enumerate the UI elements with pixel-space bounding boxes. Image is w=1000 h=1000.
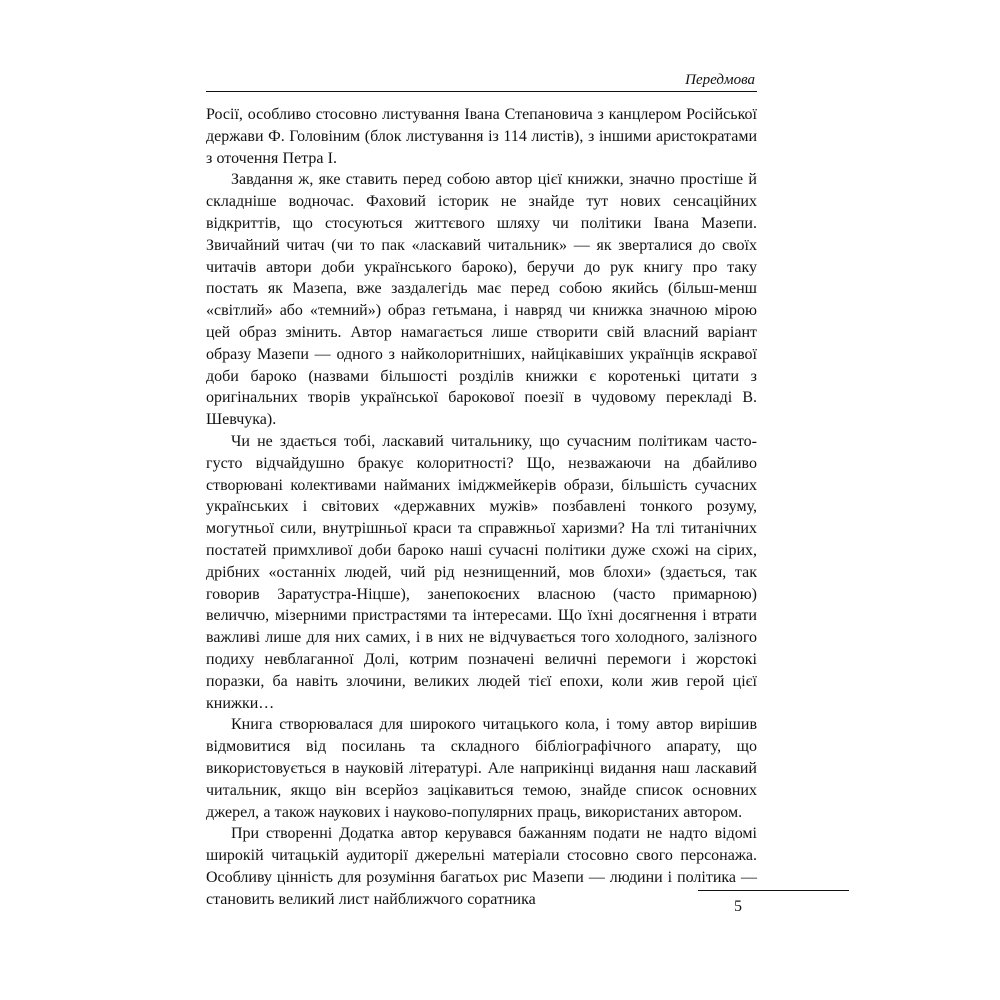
- paragraph-5: При створенні Додатка автор керувався бажанням подати не надто відомі широкій читацькій аудиторії джерельні матеріали стосовно свого персонажа. Особливу цінність для розуміння багатьох рис Мазепи — людини і політика — становить великий лист найближчого соратника: [206, 825, 757, 908]
- paragraph-4: Книга створювалася для широкого читацького кола, і тому автор вирішив відмовитися від посилань та складного бібліографічного апарату, що використовується в науковій літературі. Але наприкінці видання наш ласкавий читальник, якщо він всерйоз зацікавиться темою, знайде список основних джерел, а також наукових і науково-популярних праць, використаних автором.: [206, 716, 757, 821]
- footer-rule: [698, 890, 849, 891]
- running-header: [206, 71, 757, 92]
- running-head-title: Передмова: [685, 72, 755, 88]
- paragraph-2: Завдання ж, яке ставить перед собою автор цієї книжки, значно простіше й складніше водночас. Фаховий історик не знайде тут нових сенсаційних відкриттів, що стосуються життєвого шляху чи політики Івана Мазепи. Звичайний читач (чи то пак «ласкавий читальник» — як зверталися до своїх читачів автори доби українського бароко), беручи до рук книгу про таку постать як Мазепа, вже заздалегідь має перед собою якийсь (більш-менш «світлий» або «темний») образ гетьмана, і навряд чи книжка значною мірою цей образ змінить. Автор намагається лише створити свій власний варіант образу Мазепи — одного з найколоритніших, найцікавіших українців яскравої доби бароко (назвами більшості розділів книжки є коротенькі цитати з оригінальних творів української барокової поезії в чудовому перекладі В. Шевчука).: [206, 171, 757, 429]
- paragraph-3: Чи не здається тобі, ласкавий читальнику, що сучасним політикам часто-густо відчайдушно бракує колоритності? Що, незважаючи на дбайливо створювані колективами найманих іміджмейкерів образи, більшість сучасних українських і світових «державних мужів» позбавлені тонкого розуму, могутньої сили, внутрішньої краси та справжньої харизми? На тлі титанічних постатей примхливої доби бароко наші сучасні політики дуже схожі на сірих, дрібних «останніх людей, чий рід незнищенний, мов блохи» (здається, так говорив Заратустра-Ніцше), занепокоєних власною (часто примарною) величчю, мізерними пристрастями та інтересами. Що їхні досягнення і втрати важливі лише для них самих, і в них не відчувається того холодного, залізного подиху невблаганної Долі, котрим позначені величні перемоги і жорстокі поразки, ба навіть злочини, великих людей тієї епохи, коли жив герой цієї книжки…: [206, 432, 757, 712]
- page-number: 5: [734, 898, 742, 915]
- paragraph-1: Росії, особливо стосовно листування Івана Степановича з канцлером Російської держави Ф. Головіним (блок листування із 114 листів), з іншими аристократами з оточення Петра І.: [206, 106, 757, 167]
- page-body: [206, 104, 757, 910]
